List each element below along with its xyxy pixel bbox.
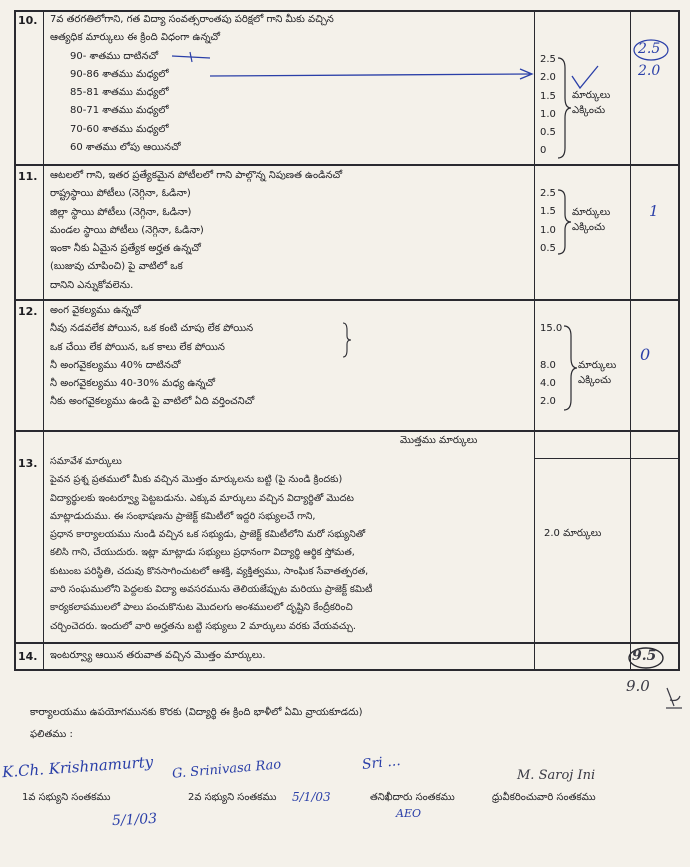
row-11-question: ఆటలలో గాని, ఇతర ప్రత్యేకమైన పోటీలలో గాని పాల్గొన్న నిపుణత ఉండినచో (50, 170, 343, 181)
column-divider-marks (534, 10, 535, 670)
row-12-option: నీకు అంగవైకల్యము ఉండి పై వాటిలో ఏది వర్తించనిచో (50, 396, 255, 408)
row-divider-inner (534, 458, 680, 459)
row-10-score: 2.5 (638, 41, 661, 57)
row-13-paragraph-line: కలిసి గాని, చేయుదురు. ఇట్లా మాట్లాడు సభ్యులు ప్రధానంగా విద్యార్థి ఆర్థిక స్తోమత, (50, 547, 355, 559)
row-divider (14, 164, 680, 166)
row-13-paragraph-line: కార్యకలాపములలో పాలు పంచుకొనుట మొదలగు అంశములలో దృష్టిని కేంద్రీకరించి (50, 602, 353, 614)
marks-value: 4.0 (540, 377, 556, 389)
checker-signature: Sri ... (361, 753, 402, 773)
marks-label: మార్కులు (572, 90, 611, 101)
marks-value: 2.0 (540, 396, 556, 408)
signature-date: 5/1/03 (292, 790, 331, 804)
row-11-option: రాష్ట్రస్థాయి పోటీలు (నెగ్గినా, ఓడినా) (50, 188, 191, 200)
member1-signature: K.Ch. Krishnamurty (1, 752, 154, 782)
row-divider (14, 299, 680, 301)
handwritten-mark-icon (664, 684, 684, 710)
row-10-option: 90-86 శాతము మధ్యలో (70, 68, 169, 80)
row-11-text (50, 167, 342, 295)
row-11-option: (బుజువు చూపించి) పై వాటిలో ఒక (50, 261, 183, 273)
row-divider (14, 642, 680, 644)
row-number: 10. (18, 14, 38, 27)
add-label: ఎక్కించు (572, 105, 606, 116)
row-13-paragraph-line: చర్చించెదరు. ఇందులో వారి అర్హతను బట్టి సభ్యులు 2 మార్కులు వరకు వేయవచ్చు. (50, 620, 356, 632)
row-10-marks (540, 51, 556, 161)
row-10-option: 80-71 శాతము మధ్యలో (70, 105, 169, 117)
member1-caption: 1వ సభ్యుని సంతకము (22, 792, 111, 803)
member1-date: 5/1/03 (111, 810, 158, 830)
row-14-final-score: 9.0 (626, 677, 650, 695)
marks-value: 15.0 (540, 323, 563, 334)
right-brace-icon (342, 322, 352, 358)
row-10-option: 60 శాతము లోపు ఆయినచో (70, 142, 181, 154)
row-13-text (50, 453, 372, 636)
row-12-option: నీ అంగవైకల్యము 40% దాటినచో (50, 359, 181, 371)
row-11-option: దానిని ఎన్నుకోవలెను. (50, 279, 134, 291)
row-13-paragraph-line: కుటుంబ పరిస్థితి, చదువు కొనసాగించుటలో ఆశక్తి, వ్యక్తిత్వము, సాంఘిక సేవాతత్పరత, (50, 565, 369, 577)
marks-value: 0 (540, 145, 547, 157)
row-13-paragraph-line: వారి సంఘములోని పెద్దలకు విద్యా అవసరమును తెలియజేప్పుట మరియు ప్రాజెక్ట్ కమిటీ (50, 584, 373, 596)
office-use-note: కార్యాలయము ఉపయోగమునకు కొరకు (విద్యార్థి ఈ క్రింది భాళీలో ఏమి వ్రాయకూడదు) (30, 707, 363, 718)
row-12-brace-label (578, 358, 616, 388)
row-number: 11. (18, 170, 38, 183)
curly-brace-icon (562, 324, 578, 412)
row-11-option: ఇంకా నీకు ఏమైన ప్రత్యేక అర్హత ఉన్నచో (50, 243, 201, 255)
marks-label: మార్కులు (578, 360, 617, 371)
row-11-score: 1 (649, 202, 659, 220)
row-14-label: ఇంటర్వ్యూ ఆయిన తరువాత వచ్చిన మొత్తం మార్కులు. (50, 650, 266, 661)
row-10-option: 90- శాతము దాటినచో (70, 50, 159, 62)
row-13-paragraph-line: ప్రధాన కార్యాలయము నుండి వచ్చిన ఒక సభ్యుడు, ప్రాజెక్ట్ కమిటీలోని మరో సభ్యునితో (50, 529, 366, 541)
total-marks-label: మొత్తము మార్కులు (400, 435, 478, 446)
row-10-brace-label (572, 88, 610, 118)
marks-value: 2.0 (540, 72, 556, 84)
row-10-question-line2: ఆత్యధిక మార్కులు ఈ క్రింది విధంగా ఉన్నచో (50, 32, 221, 44)
column-divider-number (43, 10, 44, 670)
table-border-bottom (14, 669, 680, 671)
add-label: ఎక్కించు (578, 375, 612, 386)
row-10-text (50, 11, 334, 157)
row-divider (14, 430, 680, 432)
row-13-paragraph-line: పైవన ప్రశ్న ప్రతములో మీకు వచ్చిన మొత్తం మార్కులను బట్టి (పై నుండి క్రిందకు) (50, 474, 343, 486)
row-10-score-corrected: 2.0 (638, 63, 661, 79)
member2-signature: G. Srinivasa Rao (171, 757, 282, 782)
marks-value: 8.0 (540, 359, 556, 371)
row-14-score: 9.5 (632, 648, 657, 664)
row-10-question: 7వ తరగతిలోగాని, గత విద్యా సంవత్సరాంతపు పరిక్షలో గాని మీకు వచ్చిన (50, 14, 334, 25)
row-number: 13. (18, 457, 38, 470)
row-12-marks (540, 320, 562, 411)
marks-value: 0.5 (540, 242, 556, 254)
row-12-option: నీవు నడవలేక పోయిన, ఒక కంటి చూపు లేక పోయిన (50, 323, 254, 335)
marks-value: 0.5 (540, 127, 556, 139)
marks-value: 2.5 (540, 188, 556, 199)
handwritten-arrow-icon (170, 50, 540, 82)
row-12-score: 0 (640, 345, 651, 364)
checker-stamp: AEO (396, 807, 421, 820)
table-border-left (14, 10, 16, 670)
row-13-paragraph-line: మాట్లాడుదుము. ఈ సంభాషణను ప్రాజెక్ట్ కమిటీలో ఇద్దరి సభ్యులచే గాని, (50, 510, 316, 522)
row-number: 14. (18, 650, 38, 663)
add-label: ఎక్కించు (572, 222, 606, 233)
approver-caption: ధ్రువీకరించువారి సంతకము (492, 792, 596, 803)
handwritten-tick-icon (570, 62, 602, 92)
row-12-option: నీ అంగవైకల్యము 40-30% మధ్య ఉన్నచో (50, 378, 215, 390)
row-14-text (50, 647, 266, 665)
row-10-option: 70-60 శాతము మధ్యలో (70, 123, 169, 135)
checker-caption: తనిఖీదారు సంతకము (370, 792, 455, 803)
row-12-question: అంగ వైకల్యము ఉన్నచో (50, 305, 141, 316)
approver-signature: M. Saroj Ini (517, 768, 596, 783)
row-13-marks: 2.0 మార్కులు (544, 528, 602, 539)
marks-value: 2.5 (540, 54, 556, 65)
marks-value: 1.0 (540, 224, 556, 236)
row-10-option: 85-81 శాతము మధ్యలో (70, 87, 169, 99)
marks-label: మార్కులు (572, 207, 611, 218)
row-13-heading: సమావేశ మార్కులు (50, 456, 122, 467)
table-border-right (678, 10, 680, 670)
marks-value: 1.0 (540, 108, 556, 120)
row-12-text (50, 302, 254, 412)
marks-value: 1.5 (540, 90, 556, 102)
row-11-option: జిల్లా స్థాయి పోటీలు (నెగ్గినా, ఓడినా) (50, 206, 192, 218)
row-11-option: మండల స్థాయి పోటీలు (నెగ్గినా, ఓడినా) (50, 224, 204, 236)
row-number: 12. (18, 305, 38, 318)
member2-caption: 2వ సభ్యుని సంతకము (188, 792, 277, 803)
row-11-brace-label (572, 205, 610, 235)
marks-value: 1.5 (540, 206, 556, 218)
column-divider-score (630, 10, 631, 670)
row-12-option: ఒక చేయి లేక పోయిన, ఒక కాలు లేక పోయిన (50, 341, 225, 353)
result-label: ఫలితము : (30, 729, 73, 740)
row-11-marks (540, 185, 556, 258)
row-13-paragraph-line: విద్యార్థులకు ఇంటర్వ్యూ పెట్టబడును. ఎక్కువ మార్కులు వచ్చిన విద్యార్థితో మొదట (50, 492, 354, 504)
curly-brace-icon (556, 188, 572, 256)
